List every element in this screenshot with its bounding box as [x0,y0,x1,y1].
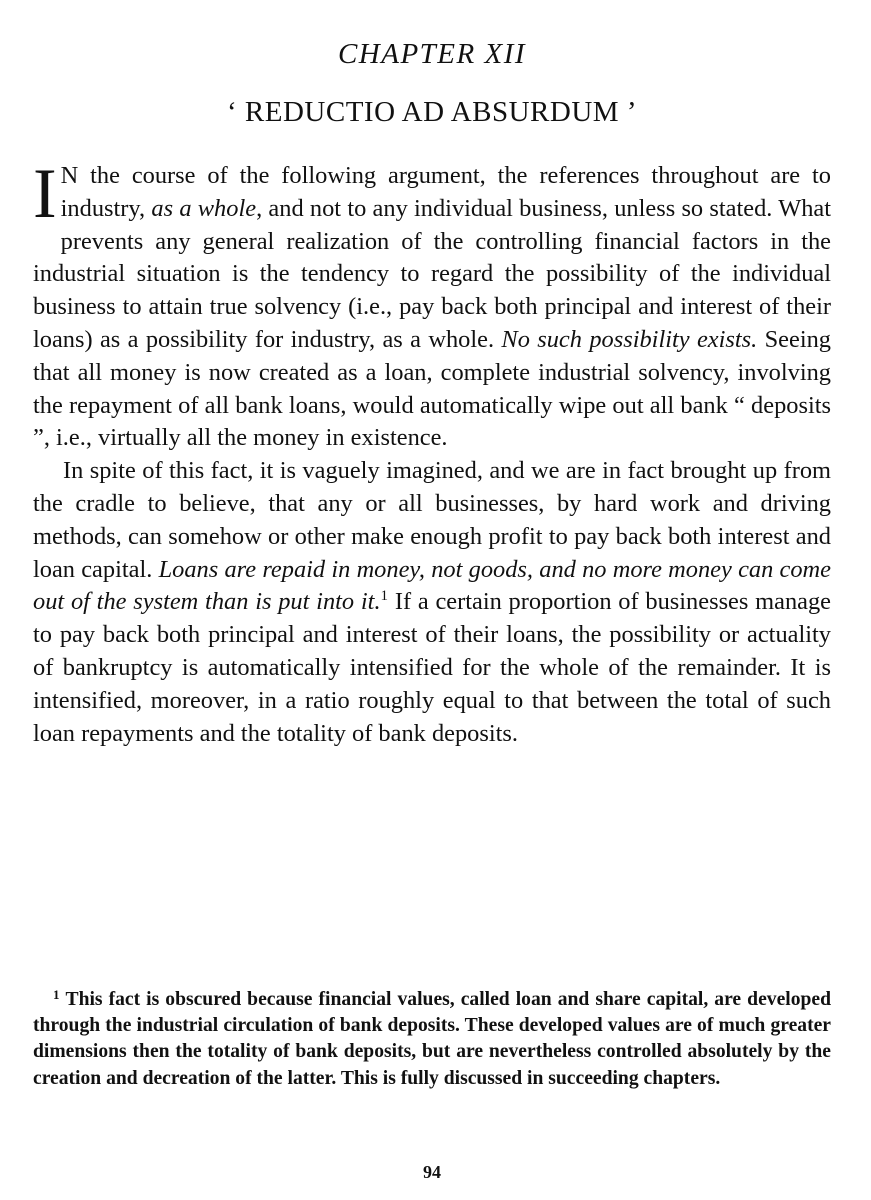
paragraph-1 [33,155,832,455]
chapter-heading: CHAPTER XII [337,38,527,70]
chapter-title: ‘ REDUCTIO AD ABSURDUM ’ [227,96,637,128]
book-page [33,0,831,1200]
footnote-reference: 1 [380,588,389,605]
paragraph-2-text-a: In spite of this fact, it is vaguely imagined, and we are in fact brought up from the cradle to believe, that any or all businesses, by hard work and driving methods, can somehow or other make enough profit to pay back both interest and loan capital. [33,457,831,583]
footnote-text: This fact is obscured because financial values, called loan and share capital, are developed through the industrial circulation of bank deposits. These developed values are of much greater dimensions then the totality of bank deposits, but are nevertheless controlled absolutely by the creation and decreation of the latter. This is fully discussed in succeeding chapters. [33,989,831,1089]
paragraph-1-text-c: Seeing that all money is now created as a loan, complete industrial solvency, involving the repayment of all bank loans, would automatically wipe out all bank “ deposits ”, i.e., virtually all the money in existence. [33,325,831,452]
paragraph-1-italic-a: as a whole [151,194,257,222]
footnote-mark: 1 [53,987,60,1002]
paragraph-2 [33,455,831,750]
paragraph-2-italic: Loans are repaid in money, not goods, and no more money can come out of the system than is put into it. [33,555,831,616]
paragraph-1-italic-b: No such possibility exists. [501,325,758,353]
main-text [33,155,832,750]
drop-cap: I [33,155,57,233]
page-number: 94 [423,1162,441,1182]
paragraph-1-text-b: , and not to any individual business, unless so stated. What prevents any general realization of the controlling financial factors in the industrial situation is the tendency to regard the possibility of the individual business to attain true solvency (i.e., pay back both principal and interest of their loans) as a possibility for industry, as a whole. [33,194,832,353]
paragraph-2-text-b: If a certain proportion of businesses manage to pay back both principal and interest of their loans, the possibility or actuality of bankruptcy is automatically intensified for the whole of the remainder. It is intensified, moreover, in a ratio roughly equal to that between the total of such loan repayments and the totality of bank deposits. [33,588,831,747]
footnote [33,987,831,1092]
paragraph-1-text-a: N the course of the following argument, the references throughout are to industry, [60,162,831,222]
